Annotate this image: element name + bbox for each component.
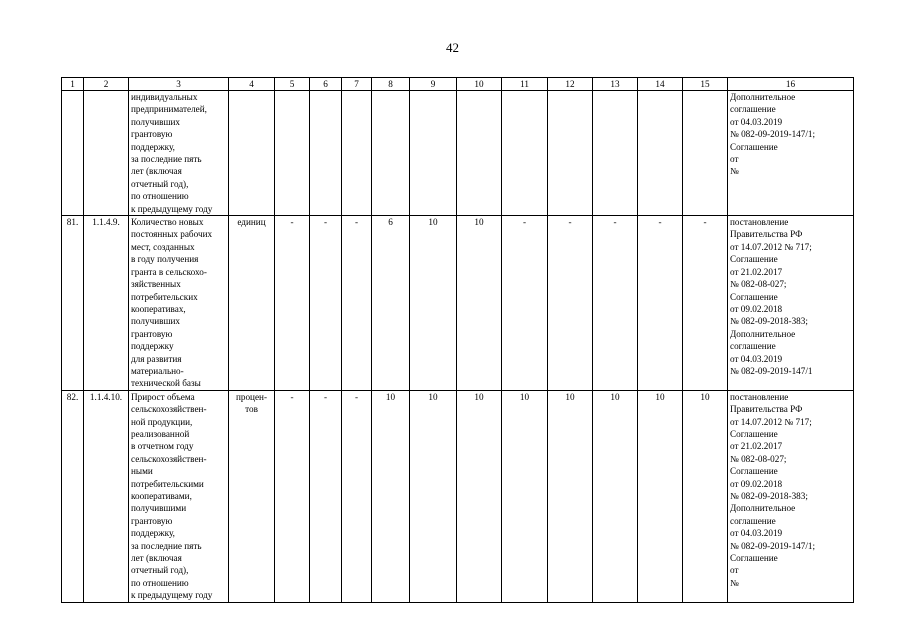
column-header: 14	[638, 78, 683, 91]
header-row	[62, 78, 854, 91]
indicator-code-cell: 1.1.4.10.	[84, 390, 129, 602]
unit-cell: единиц	[229, 216, 275, 391]
column-header: 8	[372, 78, 410, 91]
value-cell: -	[593, 216, 638, 391]
column-header: 12	[548, 78, 593, 91]
value-cell: 10	[410, 390, 457, 602]
column-header: 4	[229, 78, 275, 91]
legal-basis-cell: Дополнительное соглашение от 04.03.2019 № 082-09-2019-147/1; Соглашение от №	[728, 91, 854, 216]
indicator-name-cell: Количество новых постоянных рабочих мест, созданных в году получения гранта в сельскохо- зяйственных потребительских кооперативах, получивших грантовую поддержку для развития материально- технической базы	[129, 216, 229, 391]
value-cell: 10	[410, 216, 457, 391]
value-cell: 6	[372, 216, 410, 391]
value-cell: -	[638, 216, 683, 391]
column-header: 7	[342, 78, 372, 91]
value-cell	[342, 91, 372, 216]
value-cell	[457, 91, 502, 216]
row-number-cell: 82.	[62, 390, 84, 602]
value-cell	[593, 91, 638, 216]
column-header: 13	[593, 78, 638, 91]
value-cell: -	[342, 216, 372, 391]
value-cell: 10	[593, 390, 638, 602]
indicator-code-cell	[84, 91, 129, 216]
value-cell: -	[502, 216, 548, 391]
value-cell: 10	[502, 390, 548, 602]
value-cell	[310, 91, 342, 216]
page-number: 42	[446, 40, 459, 55]
value-cell: -	[275, 216, 310, 391]
column-header: 15	[683, 78, 728, 91]
value-cell	[502, 91, 548, 216]
value-cell	[638, 91, 683, 216]
row-number-cell: 81.	[62, 216, 84, 391]
table-row	[62, 216, 854, 391]
column-header: 6	[310, 78, 342, 91]
legal-basis-cell: постановление Правительства РФ от 14.07.2012 № 717; Соглашение от 21.02.2017 № 082-08-027; Соглашение от 09.02.2018 № 082-09-2018-383; Дополнительное соглашение от 04.03.2019 № 082-09-2019-147/1; Соглашение от №	[728, 390, 854, 602]
table-row	[62, 91, 854, 216]
value-cell: -	[310, 390, 342, 602]
column-header: 16	[728, 78, 854, 91]
value-cell: 10	[683, 390, 728, 602]
value-cell: -	[683, 216, 728, 391]
column-header: 10	[457, 78, 502, 91]
value-cell: -	[310, 216, 342, 391]
value-cell: -	[548, 216, 593, 391]
legal-basis-cell: постановление Правительства РФ от 14.07.2012 № 717; Соглашение от 21.02.2017 № 082-08-027; Соглашение от 09.02.2018 № 082-09-2018-383; Дополнительное соглашение от 04.03.2019 № 082-09-2019-147/1	[728, 216, 854, 391]
value-cell: 10	[457, 390, 502, 602]
column-header: 11	[502, 78, 548, 91]
value-cell: 10	[457, 216, 502, 391]
table-row	[62, 390, 854, 602]
table-header	[62, 78, 854, 91]
column-header: 9	[410, 78, 457, 91]
value-cell: 10	[548, 390, 593, 602]
value-cell: -	[275, 390, 310, 602]
indicator-name-cell: индивидуальных предпринимателей, получивших грантовую поддержку, за последние пять лет (включая отчетный год), по отношению к предыдущему году	[129, 91, 229, 216]
value-cell	[548, 91, 593, 216]
indicator-name-cell: Прирост объема сельскохозяйствен- ной продукции, реализованной в отчетном году сельскохозяйствен- ными потребительскими кооперативами, получившими грантовую поддержку, за последние пять лет (включая отчетный год), по отношению к предыдущему году	[129, 390, 229, 602]
row-number-cell	[62, 91, 84, 216]
column-header: 3	[129, 78, 229, 91]
indicator-code-cell: 1.1.4.9.	[84, 216, 129, 391]
unit-cell: процен- тов	[229, 390, 275, 602]
indicators-table	[61, 77, 854, 603]
value-cell	[275, 91, 310, 216]
value-cell: 10	[372, 390, 410, 602]
value-cell	[372, 91, 410, 216]
value-cell: 10	[638, 390, 683, 602]
column-header: 5	[275, 78, 310, 91]
column-header: 1	[62, 78, 84, 91]
unit-cell	[229, 91, 275, 216]
value-cell	[683, 91, 728, 216]
column-header: 2	[84, 78, 129, 91]
value-cell: -	[342, 390, 372, 602]
value-cell	[410, 91, 457, 216]
